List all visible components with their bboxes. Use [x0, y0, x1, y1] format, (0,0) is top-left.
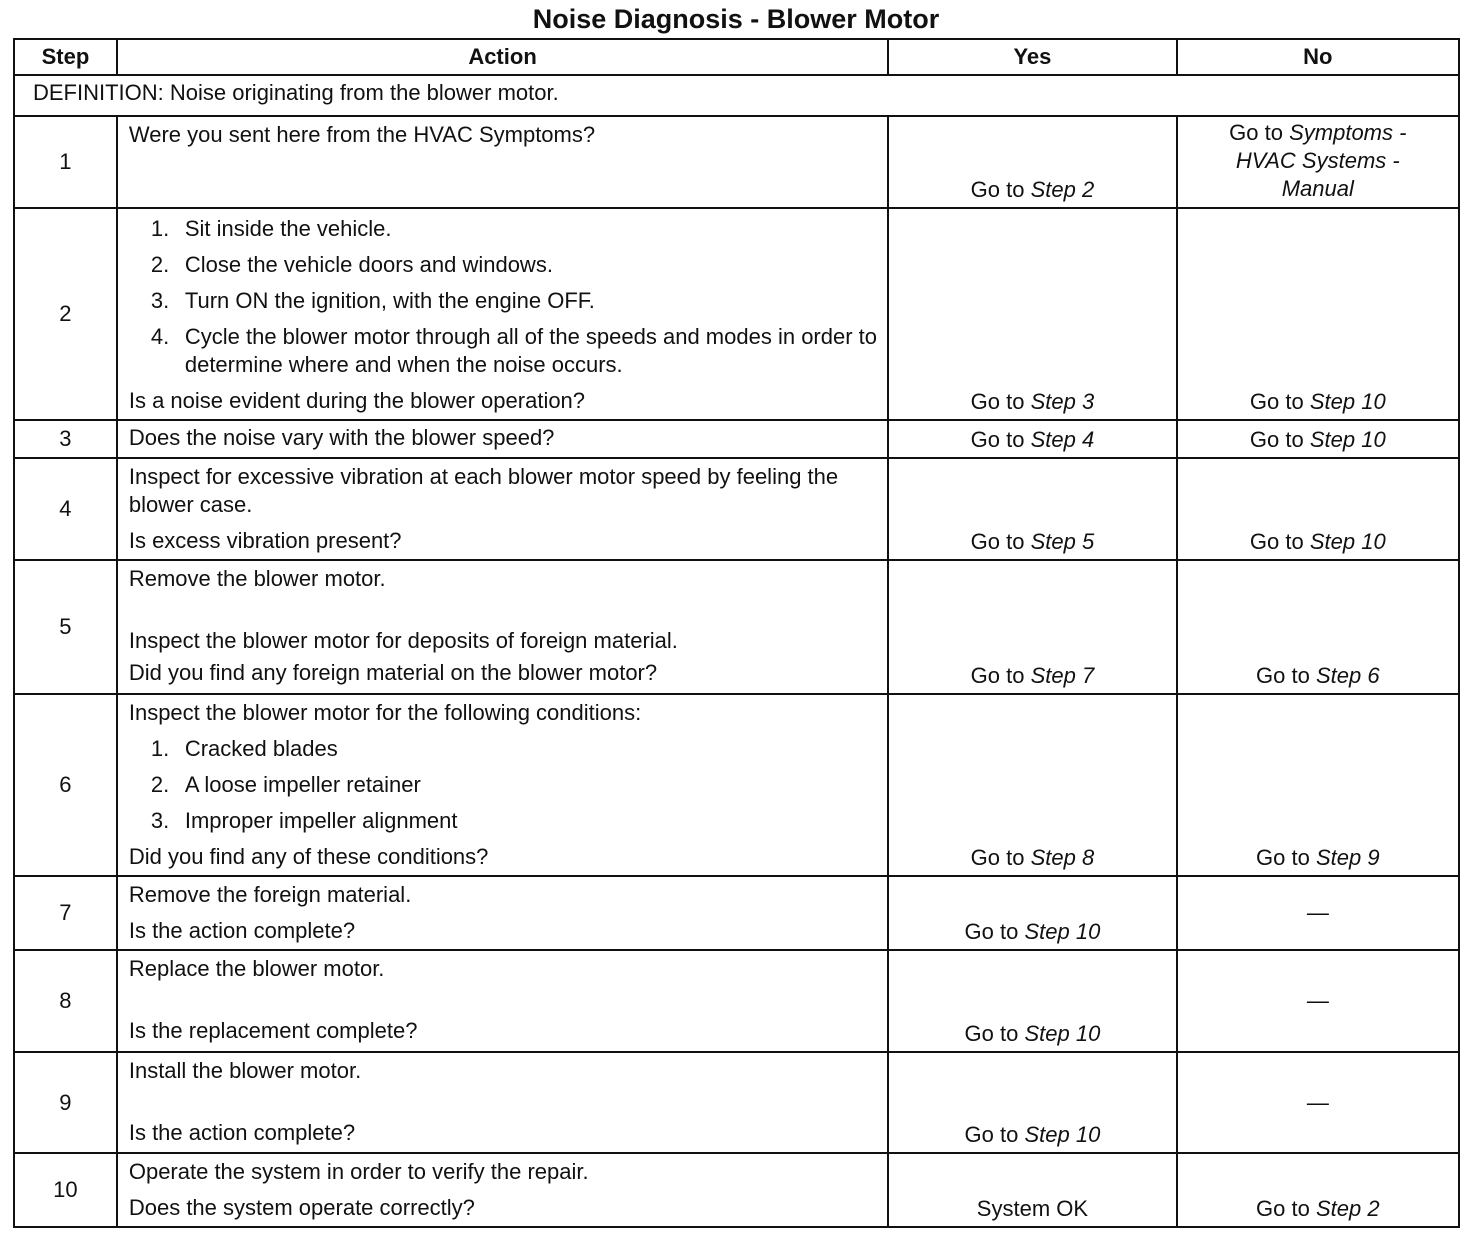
list-text: Cracked blades: [184, 736, 338, 761]
no-cell: [1177, 458, 1459, 560]
action-cell: [117, 694, 888, 876]
list-number: 3.: [150, 808, 170, 833]
action-text: Install the blower motor.: [128, 1058, 362, 1083]
no-ref-line: Manual: [1281, 176, 1354, 201]
table-row: [14, 950, 1459, 1052]
diagnosis-table: [13, 38, 1460, 1228]
no-step-ref: Step 10: [1309, 427, 1386, 452]
go-to-label: Go to: [970, 845, 1025, 870]
action-cell: [117, 876, 888, 950]
action-cell: [117, 458, 888, 560]
yes-cell: [888, 694, 1176, 876]
go-to-label: Go to: [1229, 120, 1283, 145]
list-number: 2.: [150, 252, 170, 277]
list-item: [129, 771, 877, 799]
no-cell: [1177, 420, 1459, 458]
yes-step-ref: Step 10: [1024, 1021, 1101, 1046]
go-to-label: Go to: [964, 1122, 1019, 1147]
header-yes: Yes: [888, 39, 1176, 75]
yes-cell: [888, 458, 1176, 560]
go-to-label: Go to: [970, 529, 1025, 554]
yes-step-ref: Step 2: [1030, 177, 1095, 202]
action-cell: [117, 950, 888, 1052]
yes-step-ref: Step 7: [1030, 663, 1095, 688]
yes-step-ref: Step 8: [1030, 845, 1095, 870]
yes-step-ref: Step 4: [1030, 427, 1095, 452]
action-cell: [117, 420, 888, 458]
action-cell: [117, 1153, 888, 1227]
step-number: 6: [14, 694, 117, 876]
action-cell: [117, 1052, 888, 1153]
header-no: No: [1177, 39, 1459, 75]
action-text: Remove the foreign material.: [128, 882, 412, 907]
go-to-label: Go to: [964, 919, 1019, 944]
header-row: [14, 39, 1459, 75]
yes-cell: [888, 420, 1176, 458]
list-text: Turn ON the ignition, with the engine OFF.: [184, 288, 595, 313]
list-text: Sit inside the vehicle.: [184, 216, 392, 241]
table-row: [14, 1153, 1459, 1227]
action-cell: [117, 116, 888, 208]
action-text: Inspect the blower motor for deposits of foreign material.: [128, 628, 678, 653]
no-cell: [1177, 116, 1459, 208]
question-text: Does the system operate correctly?: [128, 1195, 475, 1220]
table-row: [14, 694, 1459, 876]
yes-cell: [888, 876, 1176, 950]
question-text: Is the action complete?: [128, 1120, 356, 1145]
yes-cell: [888, 208, 1176, 420]
list-text: Cycle the blower motor through all of the speeds and modes in order to determine where and when the noise occurs.: [184, 324, 878, 377]
yes-cell: [888, 560, 1176, 694]
table-row: [14, 116, 1459, 208]
list-text: Close the vehicle doors and windows.: [184, 252, 553, 277]
question-text: Is the action complete?: [128, 918, 356, 943]
no-step-ref: Step 9: [1315, 845, 1380, 870]
table-row: [14, 420, 1459, 458]
page-title: Noise Diagnosis - Blower Motor: [532, 4, 940, 34]
no-step-ref: Step 6: [1315, 663, 1380, 688]
list-item: [129, 323, 877, 379]
yes-step-ref: Step 3: [1030, 389, 1095, 414]
definition-row: [14, 75, 1459, 116]
table-row: [14, 876, 1459, 950]
list-number: 1.: [150, 736, 170, 761]
go-to-label: Go to: [970, 389, 1025, 414]
step-number: 3: [14, 420, 117, 458]
no-ref-line: Symptoms -: [1289, 120, 1407, 145]
list-number: 3.: [150, 288, 170, 313]
go-to-label: Go to: [1249, 427, 1304, 452]
list-item: [129, 287, 877, 315]
question-text: Is a noise evident during the blower operation?: [128, 388, 586, 413]
no-cell: [1177, 1153, 1459, 1227]
no-cell-empty: —: [1177, 876, 1459, 950]
go-to-label: Go to: [1249, 389, 1304, 414]
step-number: 4: [14, 458, 117, 560]
no-cell: [1177, 208, 1459, 420]
no-step-ref: Step 2: [1315, 1196, 1380, 1221]
list-item: [129, 807, 877, 835]
step-number: 2: [14, 208, 117, 420]
no-step-ref: Step 10: [1309, 529, 1386, 554]
table-row: [14, 560, 1459, 694]
definition-text: DEFINITION: Noise originating from the blower motor.: [14, 75, 1459, 116]
go-to-label: Go to: [1256, 663, 1310, 688]
go-to-label: Go to: [970, 427, 1025, 452]
no-cell: [1177, 694, 1459, 876]
table-row: [14, 208, 1459, 420]
table-row: [14, 458, 1459, 560]
list-item: [129, 215, 877, 243]
action-text: Inspect for excessive vibration at each blower motor speed by feeling the blower case.: [128, 464, 839, 517]
no-cell: [1177, 560, 1459, 694]
question-text: Does the noise vary with the blower speed?: [128, 425, 555, 450]
action-text: Were you sent here from the HVAC Symptoms?: [128, 122, 596, 147]
header-action: Action: [117, 39, 888, 75]
list-text: Improper impeller alignment: [184, 808, 458, 833]
yes-cell: [888, 950, 1176, 1052]
header-step: Step: [14, 39, 117, 75]
go-to-label: Go to: [1256, 1196, 1310, 1221]
yes-step-ref: Step 5: [1030, 529, 1095, 554]
go-to-label: Go to: [970, 663, 1025, 688]
step-number: 1: [14, 116, 117, 208]
step-number: 10: [14, 1153, 117, 1227]
action-cell: [117, 560, 888, 694]
action-text: Remove the blower motor.: [128, 566, 386, 591]
go-to-label: Go to: [1249, 529, 1304, 554]
no-step-ref: Step 10: [1309, 389, 1386, 414]
go-to-label: Go to: [970, 177, 1025, 202]
table-row: [14, 1052, 1459, 1153]
list-number: 2.: [150, 772, 170, 797]
yes-step-ref: Step 10: [1024, 1122, 1101, 1147]
no-cell-empty: —: [1177, 1052, 1459, 1153]
action-text: Operate the system in order to verify the repair.: [128, 1159, 589, 1184]
no-ref-line: HVAC Systems -: [1235, 148, 1400, 173]
list-item: [129, 735, 877, 763]
yes-cell: System OK: [888, 1153, 1176, 1227]
list-number: 4.: [150, 324, 170, 349]
list-item: [129, 251, 877, 279]
action-text: Inspect the blower motor for the following conditions:: [128, 700, 642, 725]
yes-cell: [888, 116, 1176, 208]
step-number: 9: [14, 1052, 117, 1153]
list-text: A loose impeller retainer: [184, 772, 421, 797]
step-number: 8: [14, 950, 117, 1052]
list-number: 1.: [150, 216, 170, 241]
yes-step-ref: Step 10: [1024, 919, 1101, 944]
question-text: Is excess vibration present?: [128, 528, 402, 553]
action-text: Replace the blower motor.: [128, 956, 385, 981]
step-number: 5: [14, 560, 117, 694]
question-text: Did you find any foreign material on the blower motor?: [128, 660, 658, 685]
go-to-label: Go to: [964, 1021, 1019, 1046]
go-to-label: Go to: [1256, 845, 1310, 870]
no-cell-empty: —: [1177, 950, 1459, 1052]
yes-cell: [888, 1052, 1176, 1153]
question-text: Did you find any of these conditions?: [128, 844, 489, 869]
step-number: 7: [14, 876, 117, 950]
action-cell: [117, 208, 888, 420]
question-text: Is the replacement complete?: [128, 1018, 418, 1043]
